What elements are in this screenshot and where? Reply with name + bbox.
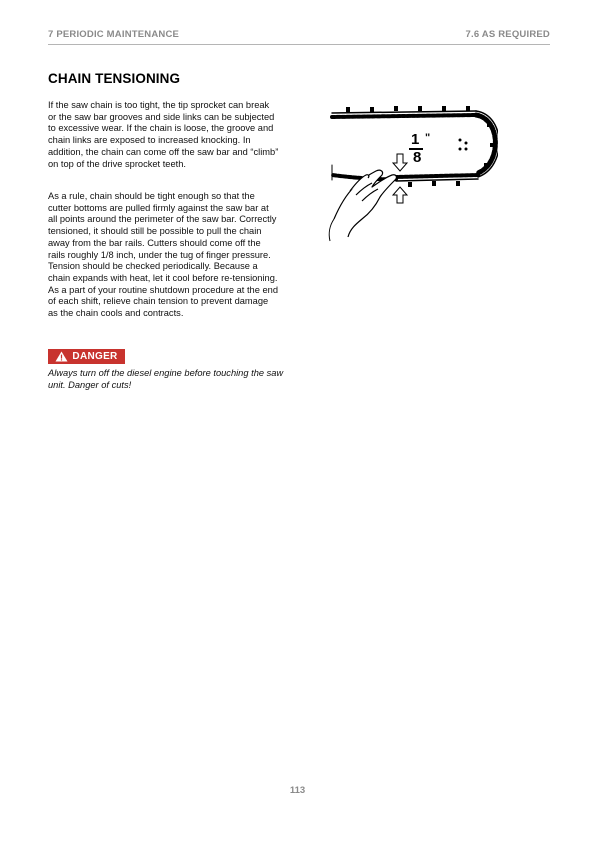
fraction-numerator: 1 bbox=[411, 131, 420, 148]
header-divider bbox=[48, 44, 550, 45]
danger-label: DANGER bbox=[72, 351, 118, 362]
paragraph-chain-tightness: If the saw chain is too tight, the tip sprocket can break or the saw bar grooves and side links can be subjected to excessive wear. If the chain is loose, the groove and chain links are exposed to increased knocking. In addition, the chain can come off the saw bar and “climb” on top of the drive sprocket teeth. bbox=[48, 100, 279, 169]
saw-bar-chain-diagram bbox=[326, 105, 498, 245]
header-chapter: 7 PERIODIC MAINTENANCE bbox=[48, 29, 180, 40]
danger-badge bbox=[48, 349, 125, 364]
warning-triangle-icon bbox=[55, 351, 68, 362]
header-section: 7.6 AS REQUIRED bbox=[465, 29, 550, 40]
paragraph-tension-rule: As a rule, chain should be tight enough so that the cutter bottoms are pulled firmly against the saw bar at all points around the perimeter of the saw bar. Correctly tensioned, it should still be possible to pull the chain away from the bar rails. Cutters should come off the rails roughly 1/8 inch, under the tug of finger pressure. Tension should be checked periodically. Because a chain expands with heat, let it cool before re-tensioning. As a part of your routine shutdown procedure at the end of each shift, relieve chain tension to prevent damage as the chain cools and contracts. bbox=[48, 191, 278, 319]
danger-message: Always turn off the diesel engine before touching the saw unit. Danger of cuts! bbox=[48, 368, 284, 390]
chain-tension-illustration bbox=[326, 105, 498, 245]
inch-mark: " bbox=[425, 132, 431, 144]
page-number: 113 bbox=[289, 785, 306, 796]
section-title: CHAIN TENSIONING bbox=[48, 71, 181, 86]
fraction-denominator: 8 bbox=[413, 149, 422, 166]
